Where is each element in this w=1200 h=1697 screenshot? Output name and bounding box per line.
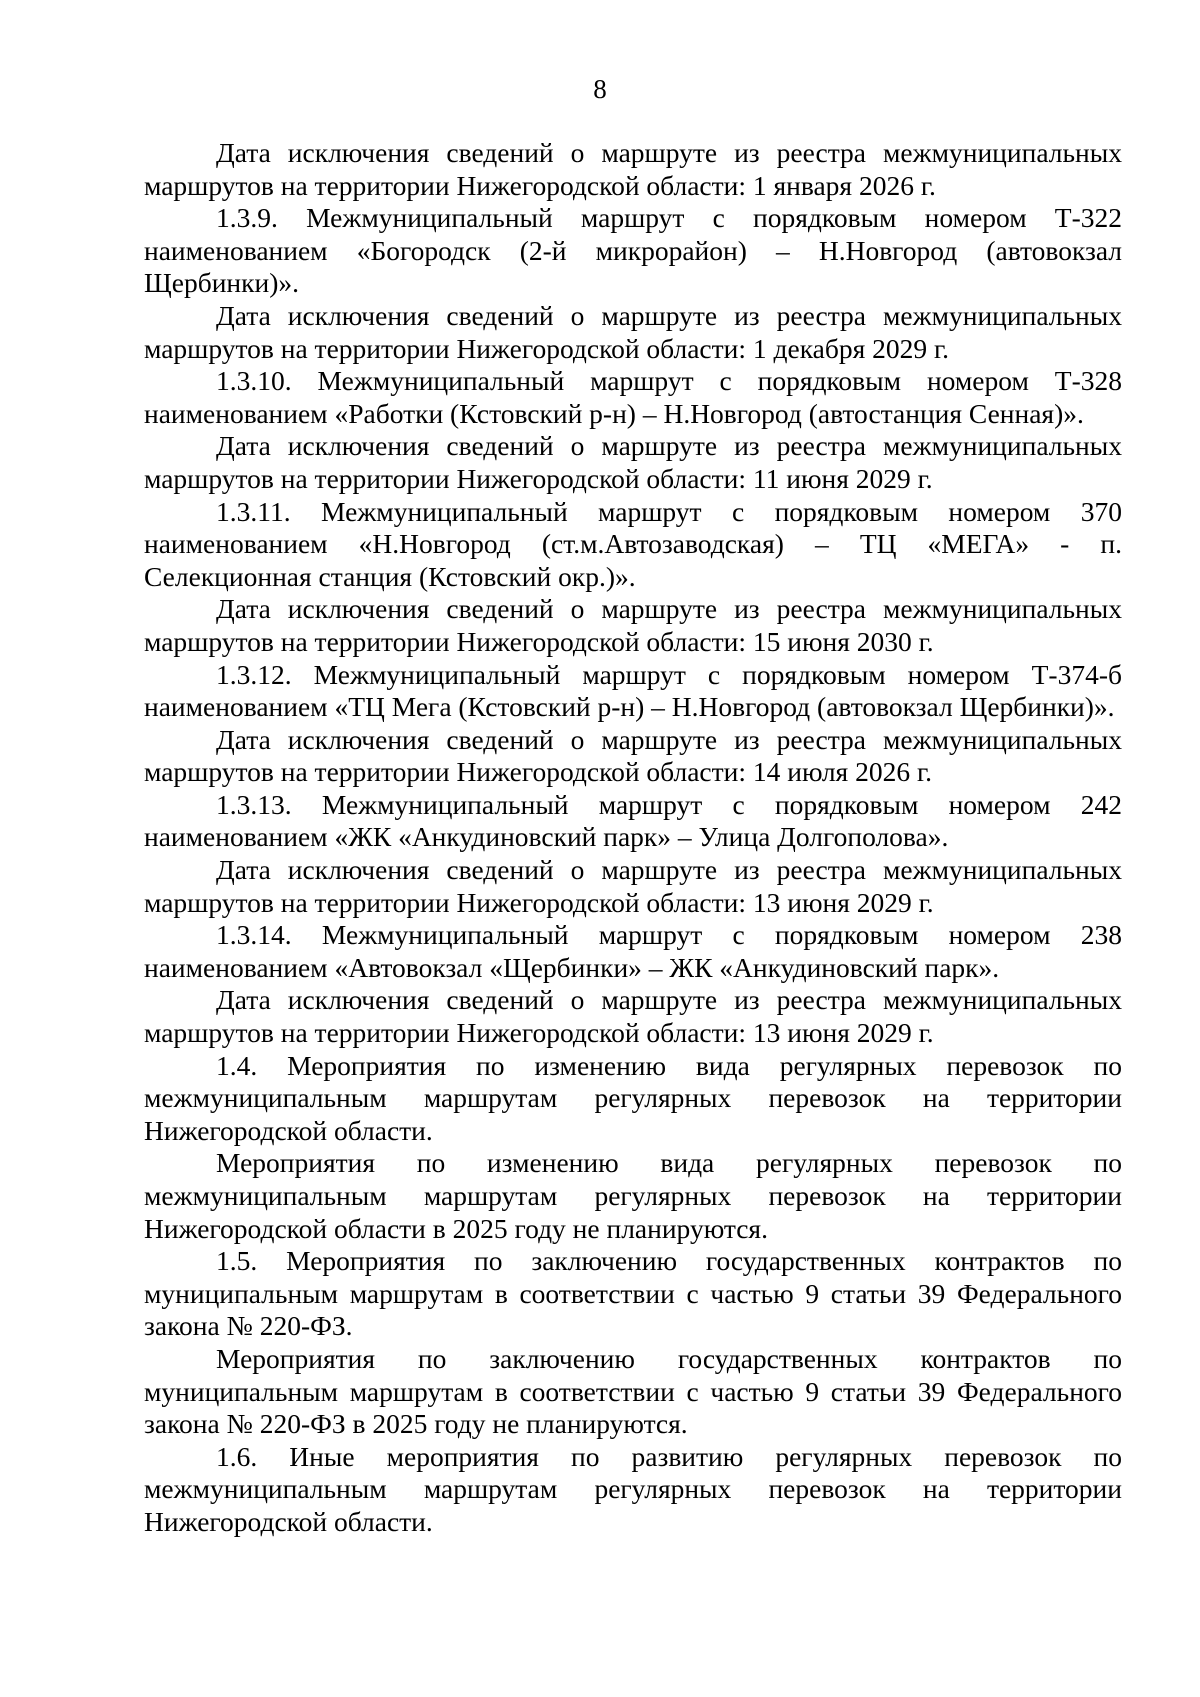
paragraph: 1.3.10. Межмуниципальный маршрут с порядковым номером Т-328 наименованием «Работки (Кстовский р-н) – Н.Новгород (автостанция Сенная)».: [144, 365, 1122, 429]
paragraph: Мероприятия по изменению вида регулярных перевозок по межмуниципальным маршрутам регулярных перевозок на территории Нижегородской области в 2025 году не планируются.: [144, 1147, 1122, 1244]
paragraph: 1.3.13. Межмуниципальный маршрут с порядковым номером 242 наименованием «ЖК «Анкудиновский парк» – Улица Долгополова».: [144, 788, 1122, 853]
paragraph: 1.3.9. Межмуниципальный маршрут с порядковым номером Т-322 наименованием «Богородск (2-й микрорайон) – Н.Новгород (автовокзал Щербинки)».: [144, 202, 1122, 299]
page-number: 8: [593, 74, 607, 104]
paragraph: 1.6. Иные мероприятия по развитию регулярных перевозок по межмуниципальным маршрутам регулярных перевозок на территории Нижегородской области.: [144, 1440, 1122, 1537]
paragraph: Дата исключения сведений о маршруте из реестра межмуниципальных маршрутов на территории Нижегородской области: 13 июня 2029 г.: [144, 984, 1122, 1049]
paragraph: 1.3.11. Межмуниципальный маршрут с порядковым номером 370 наименованием «Н.Новгород (ст.м.Автозаводская) – ТЦ «МЕГА» - п. Селекционная станция (Кстовский окр.)».: [144, 495, 1122, 592]
paragraph: Дата исключения сведений о маршруте из реестра межмуниципальных маршрутов на территории Нижегородской области: 1 января 2026 г.: [144, 137, 1122, 201]
paragraph: 1.3.14. Межмуниципальный маршрут с порядковым номером 238 наименованием «Автовокзал «Щербинки» – ЖК «Анкудиновский парк».: [144, 919, 1122, 983]
paragraph: Дата исключения сведений о маршруте из реестра межмуниципальных маршрутов на территории Нижегородской области: 11 июня 2029 г.: [144, 430, 1122, 494]
paragraph: 1.4. Мероприятия по изменению вида регулярных перевозок по межмуниципальным маршрутам регулярных перевозок на территории Нижегородской области.: [144, 1049, 1122, 1146]
paragraph: 1.5. Мероприятия по заключению государственных контрактов по муниципальным маршрутам в соответствии с частью 9 статьи 39 Федерального закона № 220-ФЗ.: [144, 1245, 1122, 1342]
paragraph: Дата исключения сведений о маршруте из реестра межмуниципальных маршрутов на территории Нижегородской области: 15 июня 2030 г.: [144, 593, 1122, 657]
paragraph: 1.3.12. Межмуниципальный маршрут с порядковым номером Т-374-б наименованием «ТЦ Мега (Кстовский р-н) – Н.Новгород (автовокзал Щербинки)».: [144, 658, 1122, 723]
paragraph: Дата исключения сведений о маршруте из реестра межмуниципальных маршрутов на территории Нижегородской области: 14 июля 2026 г.: [144, 723, 1122, 788]
paragraph: Дата исключения сведений о маршруте из реестра межмуниципальных маршрутов на территории Нижегородской области: 13 июня 2029 г.: [144, 854, 1122, 918]
document-body: [144, 137, 1122, 1539]
paragraph: Мероприятия по заключению государственных контрактов по муниципальным маршрутам в соответствии с частью 9 статьи 39 Федерального закона № 220-ФЗ в 2025 году не планируются.: [144, 1342, 1122, 1440]
paragraph: Дата исключения сведений о маршруте из реестра межмуниципальных маршрутов на территории Нижегородской области: 1 декабря 2029 г.: [144, 299, 1122, 364]
